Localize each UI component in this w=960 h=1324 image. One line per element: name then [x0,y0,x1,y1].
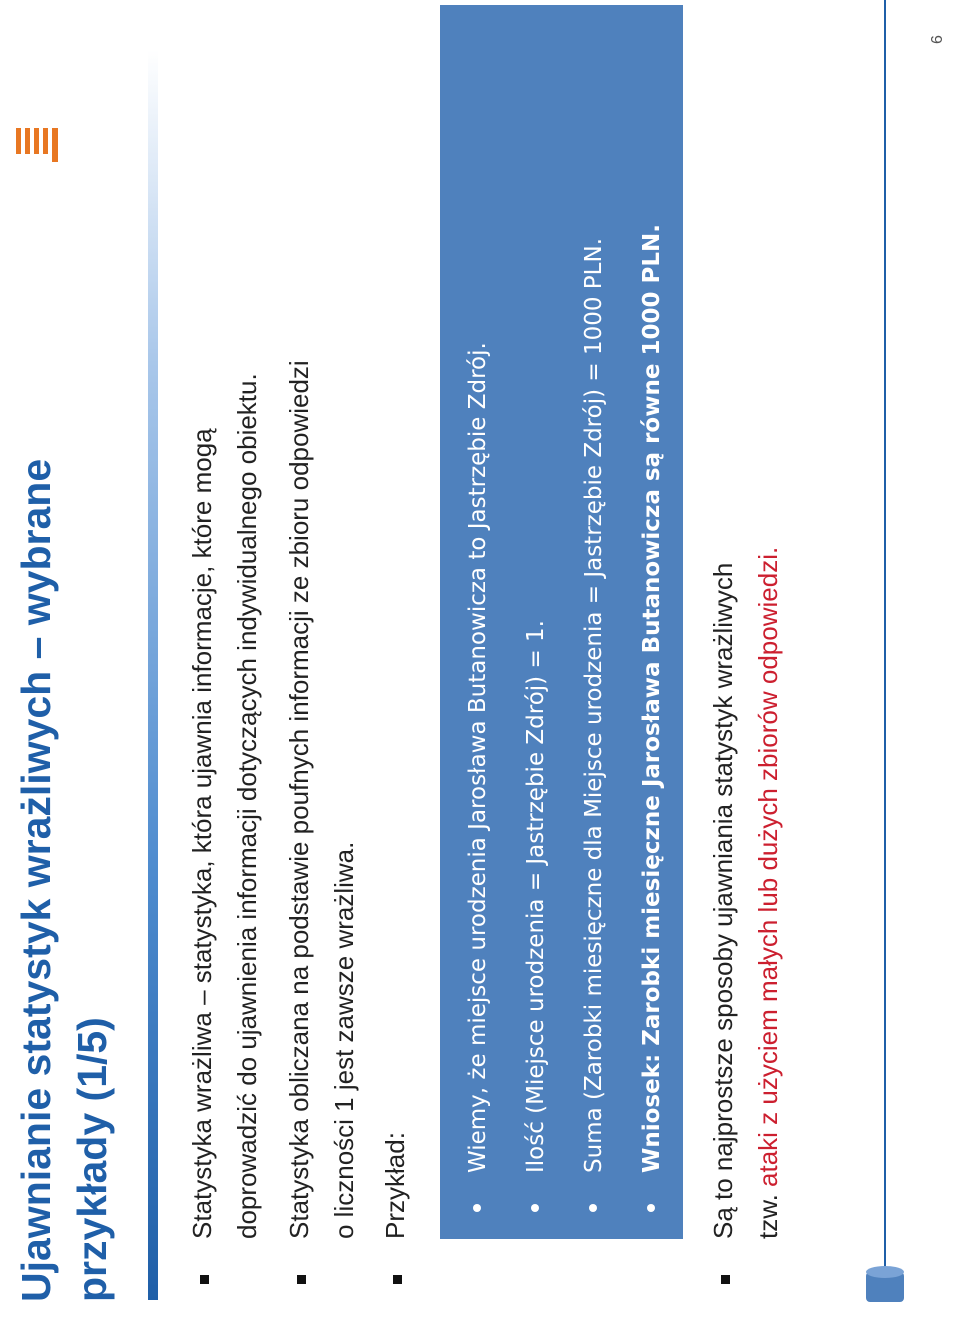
bullet-1-line-1: Statystyka wrażliwa – statystyka, która ujawnia informacje, które mogą [187,428,217,1239]
example-item [516,5,556,1239]
bullet-2-line-1: Statystyka obliczana na podstawie poufnych informacji ze zbioru odpowiedzi [284,360,314,1239]
logo-stripe [16,128,21,154]
example-item [574,5,614,1239]
cylinder-icon [862,1262,908,1306]
example-text: Suma (Zarobki miesięczne dla Miejsce urodzenia = Jastrzębie Zdrój) = 1000 PLN. [581,237,607,1173]
page-number: 6 [929,35,946,44]
bullet-dot-icon [589,1204,597,1212]
example-item [458,5,498,1239]
example-item [632,5,672,1239]
title-line-2: przykłady (1/5) [69,1017,115,1302]
example-box [440,5,683,1239]
bullet-icon [297,1275,306,1284]
last-bullet-line-1: Są to najprostsze sposoby ujawniania statystyk wrażliwych [708,562,738,1239]
highlighted-text: ataki z użyciem małych lub dużych zbiorów odpowiedzi. [753,546,783,1187]
last-bullet-line-2 [746,547,791,1239]
bullet-dot-icon [473,1204,481,1212]
footer-line [884,0,886,1284]
title-line-1: Ujawnianie statystyk wrażliwych – wybrane [13,458,59,1302]
logo-stripe [43,128,48,154]
last-bullet-prefix: tzw. [753,1186,783,1239]
bullet-dot-icon [531,1204,539,1212]
example-text: Wiemy, że miejsce urodzenia Jarosława Butanowicza to Jastrzębie Zdrój. [465,342,491,1173]
example-conclusion: Wniosek: Zarobki miesięczne Jarosława Butanowicza są równe 1000 PLN. [639,224,665,1173]
logo-stripe [52,128,58,162]
bullet-1-line-2: doprowadzić do ujawnienia informacji dotyczących indywidualnego obiektu. [232,373,262,1239]
logo-stripe [25,128,30,154]
slide-title [8,102,120,1302]
bullet-dot-icon [647,1204,655,1212]
logo-stripe [34,128,39,154]
example-text: Ilość (Miejsce urodzenia = Jastrzębie Zdrój) = 1. [523,620,549,1173]
bullet-icon [200,1275,209,1284]
bullet-icon [721,1275,730,1284]
bullet-2-line-2: o liczności 1 jest zawsze wrażliwa. [329,841,359,1239]
bullet-3-line-1: Przykład: [380,1132,410,1239]
bullet-icon [393,1275,402,1284]
title-accent-bar [148,50,158,1300]
